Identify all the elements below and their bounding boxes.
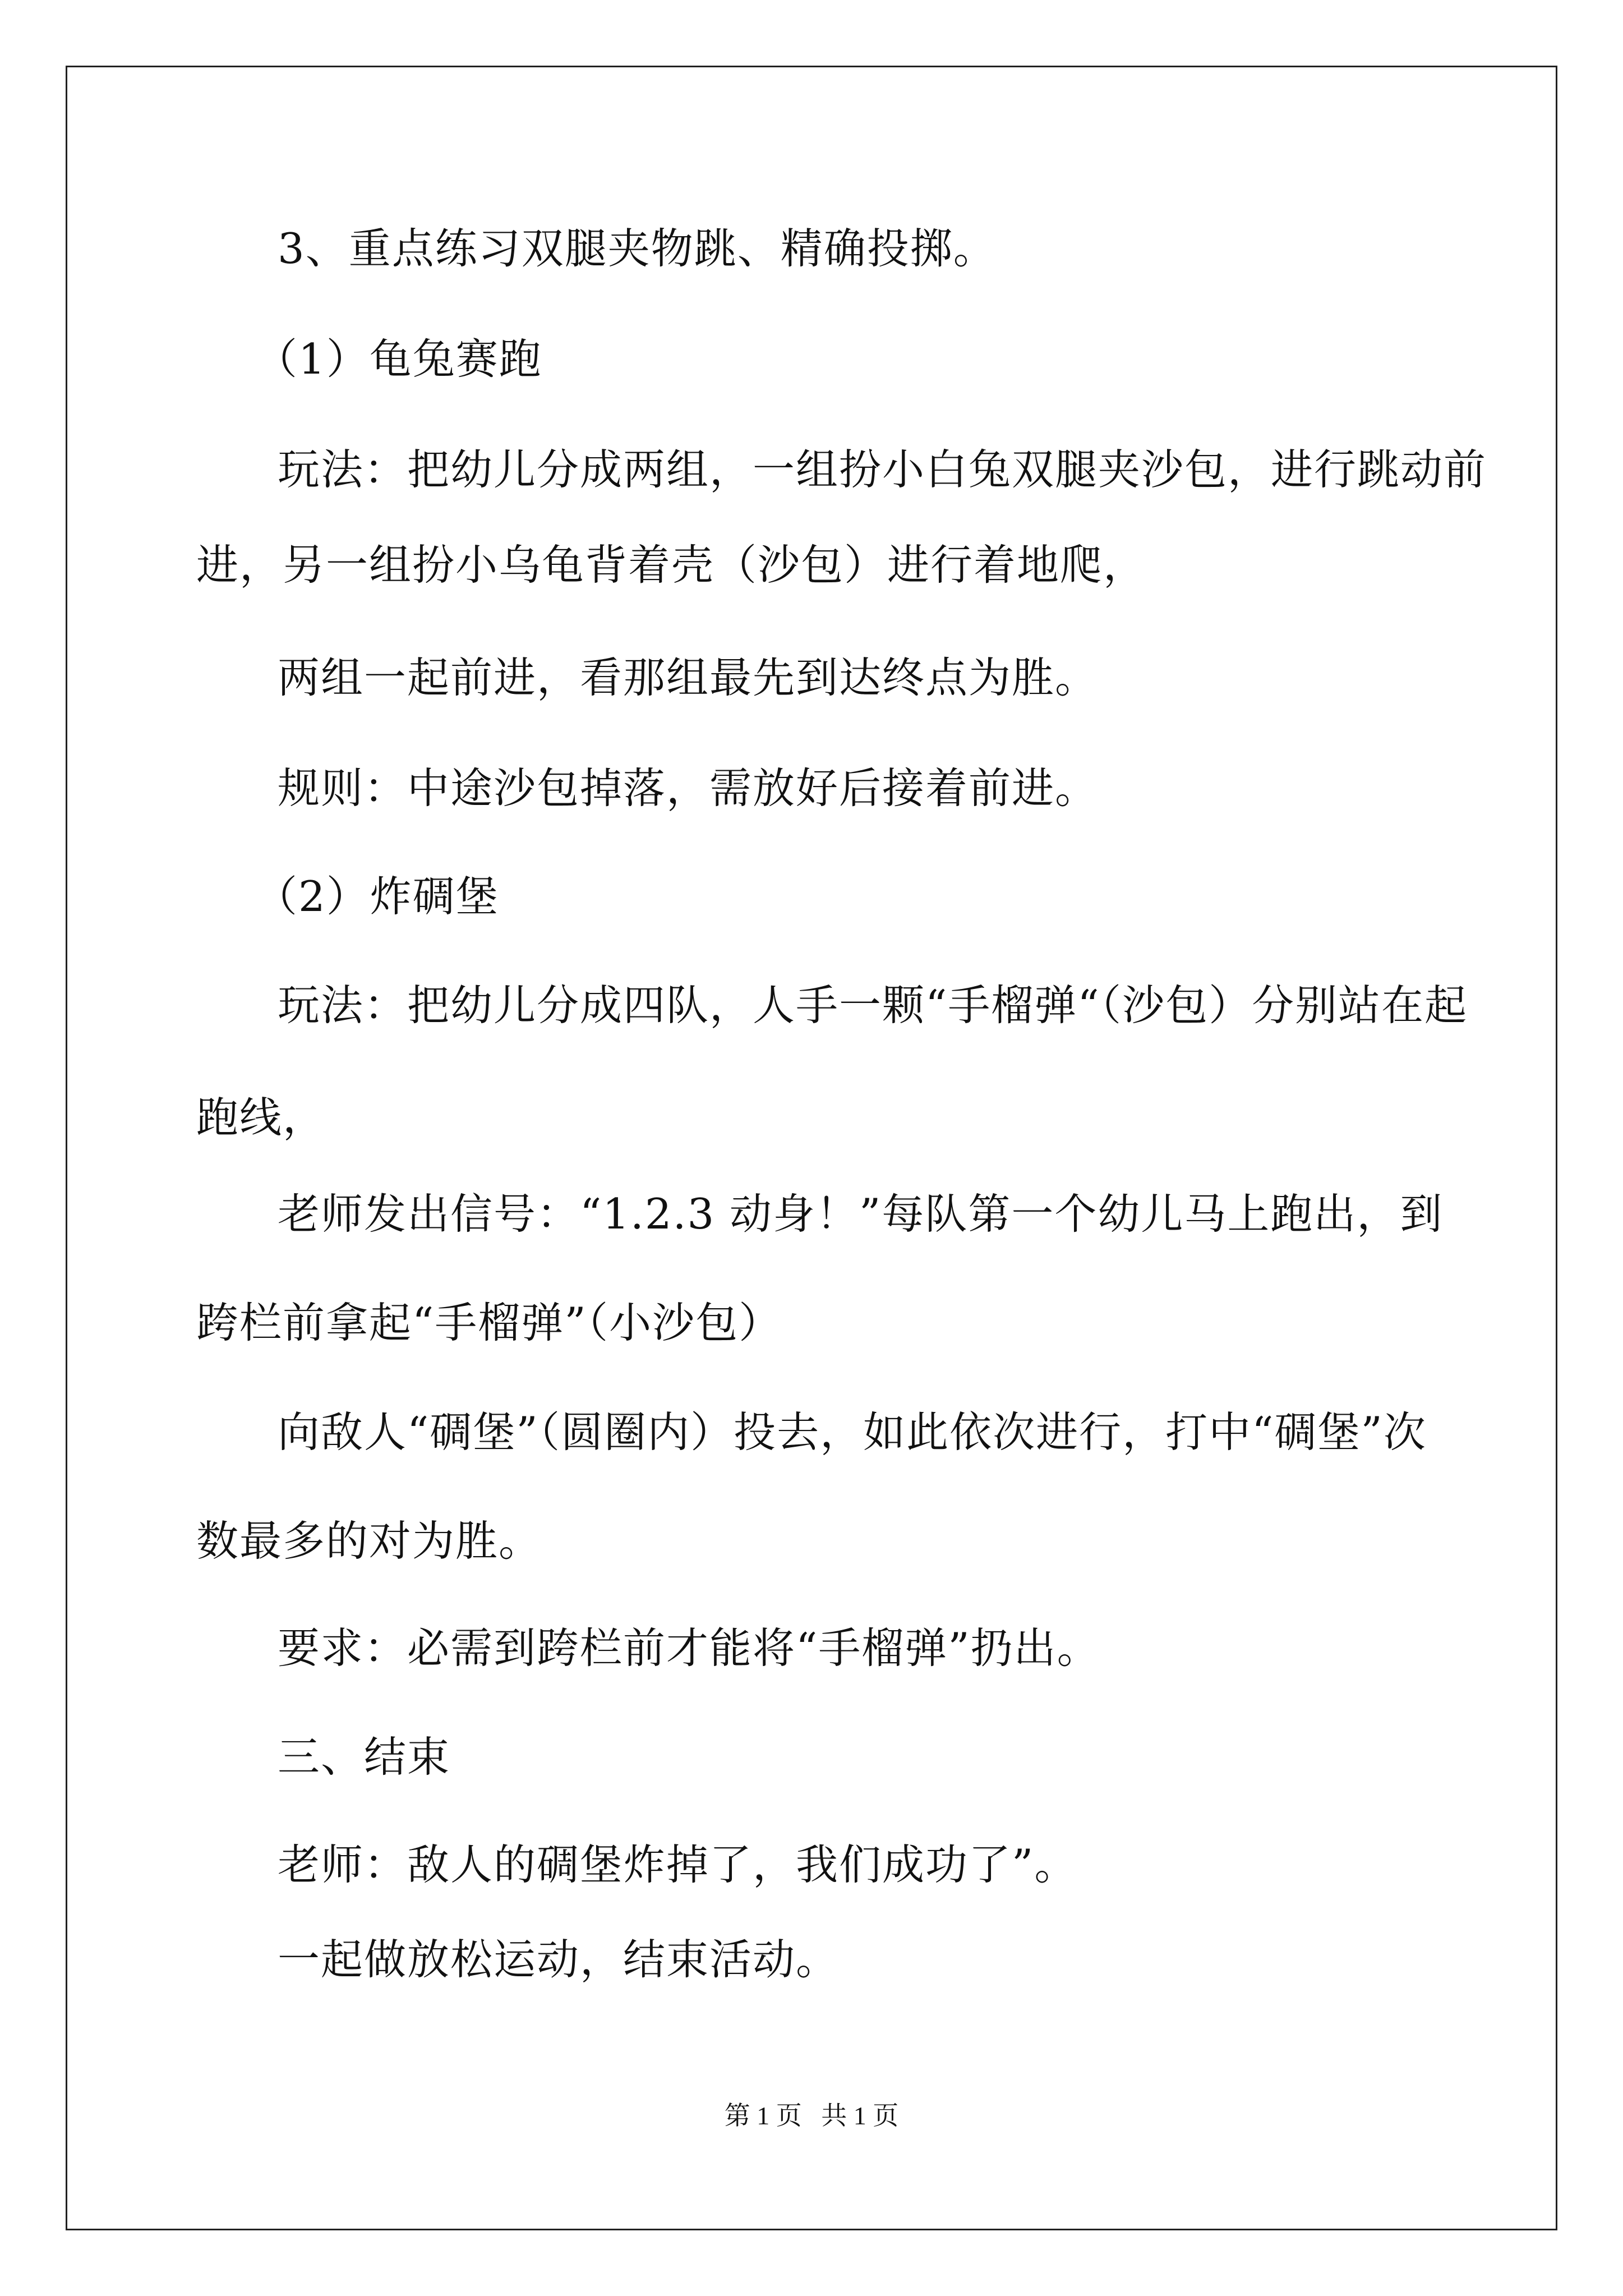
paragraph: 跨栏前拿起“手榴弹”（小沙包） — [196, 1298, 782, 1347]
paragraph: 两组一起前进，看那组最先到达终点为胜。 — [278, 653, 1099, 702]
page-border — [66, 66, 1557, 2230]
paragraph: 3、重点练习双腿夹物跳、精确投掷。 — [278, 224, 997, 273]
paragraph: 玩法：把幼儿分成四队，人手一颗“手榴弹“（沙包）分别站在起 — [278, 981, 1468, 1030]
paragraph: 规则：中途沙包掉落，需放好后接着前进。 — [278, 763, 1099, 813]
section-heading: （2）炸碉堡 — [255, 872, 499, 921]
paragraph: 一起做放松运动，结束活动。 — [278, 1935, 840, 1984]
paragraph: 老师：敌人的碉堡炸掉了，我们成功了”。 — [278, 1840, 1078, 1889]
paragraph: 要求：必需到跨栏前才能将“手榴弹”扔出。 — [278, 1623, 1100, 1673]
page-number-footer: 第 1 页 共 1 页 — [724, 2101, 899, 2130]
paragraph: 进，另一组扮小乌龟背着壳（沙包）进行着地爬， — [196, 540, 1147, 590]
paragraph: 老师发出信号：“1.2.3 动身！”每队第一个幼儿马上跑出，到 — [278, 1189, 1444, 1239]
section-heading: 三、结束 — [278, 1732, 451, 1782]
paragraph: 玩法：把幼儿分成两组，一组扮小白兔双腿夹沙包，进行跳动前 — [278, 445, 1487, 494]
paragraph: 数最多的对为胜。 — [196, 1516, 542, 1566]
paragraph: 跑线， — [196, 1093, 326, 1142]
section-heading: （1）龟兔赛跑 — [255, 334, 542, 384]
paragraph: 向敌人“碉堡”（圆圈内）投去，如此依次进行，打中“碉堡”次 — [278, 1407, 1427, 1457]
